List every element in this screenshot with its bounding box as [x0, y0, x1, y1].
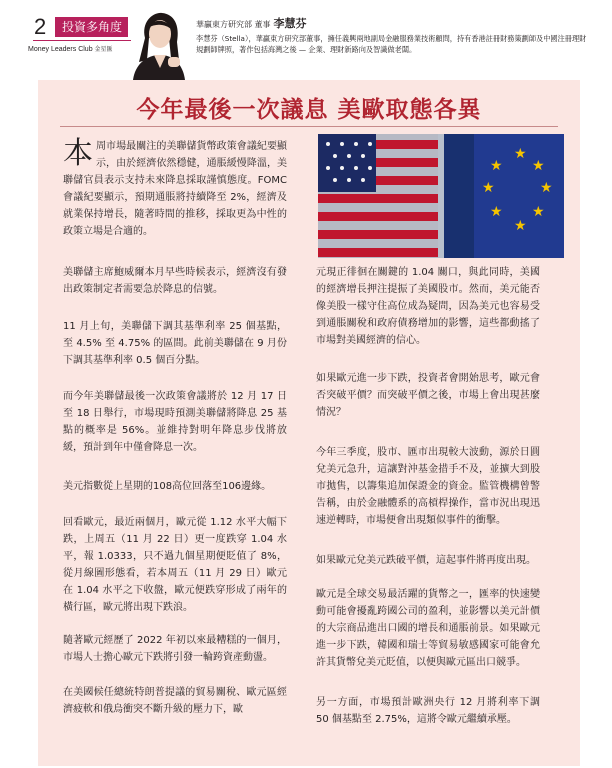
- paragraph: 隨著歐元經歷了 2022 年初以來最糟糕的一個月，市場人士擔心歐元下跌將引發一輪跨資產動盪。: [63, 635, 287, 663]
- author-portrait-image: [131, 8, 187, 80]
- svg-text:★: ★: [540, 180, 553, 196]
- author-bio: 李慧芬（Stella），華贏東方研究部董事，擁任義興兩地副局金融服務業技術顧問，持有香港註冊財務策劃師及中國注冊理財規劃師牌照，著作包括海灣之後 — 企業、理財新路向及智識做老闆。: [196, 34, 587, 54]
- paragraph: 回看歐元，最近兩個月，歐元從 1.12 水平大幅下跌，上周五（11 月 22 日）更一度跌穿 1.04 水平，報 1.0333，只不過九個星期便貶值了 8%，從月線圖形態看，若本周五（11 月 29 日）歐元在 1.04 水平之下收盤，歐元便跌穿形成了兩年的橫行區，歐元將出現下跌浪。: [63, 517, 287, 613]
- svg-text:★: ★: [514, 218, 527, 234]
- svg-text:★: ★: [532, 204, 545, 220]
- paragraph: 美聯儲主席鮑威爾本月早些時候表示，經濟沒有發出政策制定者需要急於降息的信號。: [63, 267, 287, 295]
- paragraph: 美元指數從上星期的108高位回落至106邊緣。: [63, 481, 272, 492]
- club-name-cn: 金星匯: [94, 47, 113, 53]
- paragraph: 11 月上旬，美聯儲下調其基準利率 25 個基點，至 4.5% 至 4.75% 的區間。此前美聯儲在 9 月份下調其基準利率 0.5 個百分點。: [63, 321, 287, 366]
- svg-text:★: ★: [532, 158, 545, 174]
- svg-text:★: ★: [490, 158, 503, 174]
- paragraph: 如果歐元兌美元跌破平價，這起事件將再度出現。: [316, 555, 536, 566]
- svg-text:★: ★: [482, 180, 495, 196]
- paragraph: 歐元是全球交易最活躍的貨幣之一，匯率的快速變動可能會擾亂跨國公司的盈利，並影響以美元計價的大宗商品進出口國的增長和通脹前景。如果歐元進一步下跌，韓國和瑞士等貿易敏感國家可能會允許其貨幣兌美元貶值，以便與歐元區出口競爭。: [316, 589, 540, 668]
- author-role: [196, 15, 307, 31]
- paragraph-intro: [63, 138, 287, 240]
- paragraph-intro-text: 周市場最關注的美聯儲貨幣政策會議紀要顯示，由於經濟依然穩健，通脹緩慢降溫，美聯儲官員表示支持未來降息採取謹慎態度。FOMC會議紀要顯示，預期通脹將持續降至 2%，經濟及就業保持增長，隨著時間的推移，採取更為中性的政策立場是合適的。: [63, 141, 287, 237]
- club-name-en: Money Leaders Club: [28, 46, 93, 53]
- us-eu-flags-image: [318, 134, 564, 258]
- author-role-text: 華贏東方研究部 董事: [196, 20, 271, 29]
- author-name: 李慧芬: [273, 17, 307, 30]
- paragraph: 在美國候任總統特朗普提議的貿易關稅、歐元區經濟疲軟和俄烏衝突不斷升級的壓力下，歐: [63, 687, 287, 715]
- club-name: [28, 44, 138, 53]
- section-number: 2: [34, 14, 47, 39]
- paragraph: 如果歐元進一步下跌，投資者會開始思考，歐元會否突破平價？而突破平價之後，市場上會出現甚麼情況？: [316, 373, 540, 418]
- header-divider: [33, 40, 136, 41]
- paragraph: 而今年美聯儲最後一次政策會議將於 12 月 17 日至 18 日舉行，市場現時預測美聯儲將降息 25 基點的概率是 56%。並維持對明年降息步伐將放緩，預計到年中僅會降息一次。: [63, 391, 287, 453]
- flags-illustration: [318, 134, 564, 258]
- svg-text:★: ★: [514, 146, 527, 162]
- paragraph: 另一方面，市場預計歐洲央行 12 月將利率下調 50 個基點至 2.75%，這將令歐元繼續承壓。: [316, 697, 540, 725]
- drop-cap: 本: [63, 136, 93, 171]
- article-title: 今年最後一次議息 美歐取態各異: [136, 97, 482, 123]
- paragraph: 今年三季度，股市、匯市出現較大波動，源於日圓兌美元急升，這讓對沖基金措手不及，並擴大到股市拋售，以籌集追加保證金的資金。監管機構曾警告稱，由於金融體系的高槓桿操作，當市況出現迅速逆轉時，市場便會出現類似事件的衝擊。: [316, 447, 540, 526]
- paragraph: 元現正徘徊在關鍵的 1.04 關口，與此同時，美國的經濟增長押注提振了美國股市。然而，美元能否像美股一樣守住高位成為疑問，因為美元也容易受到通脹關稅和政府債務增加的影響，這些都動搖了市場對美國經濟的信心。: [316, 267, 540, 346]
- svg-text:★: ★: [490, 204, 503, 220]
- section-title: 投資多角度: [55, 17, 128, 37]
- page-header: [0, 0, 612, 80]
- title-divider: [60, 126, 558, 127]
- author-portrait: [131, 8, 187, 80]
